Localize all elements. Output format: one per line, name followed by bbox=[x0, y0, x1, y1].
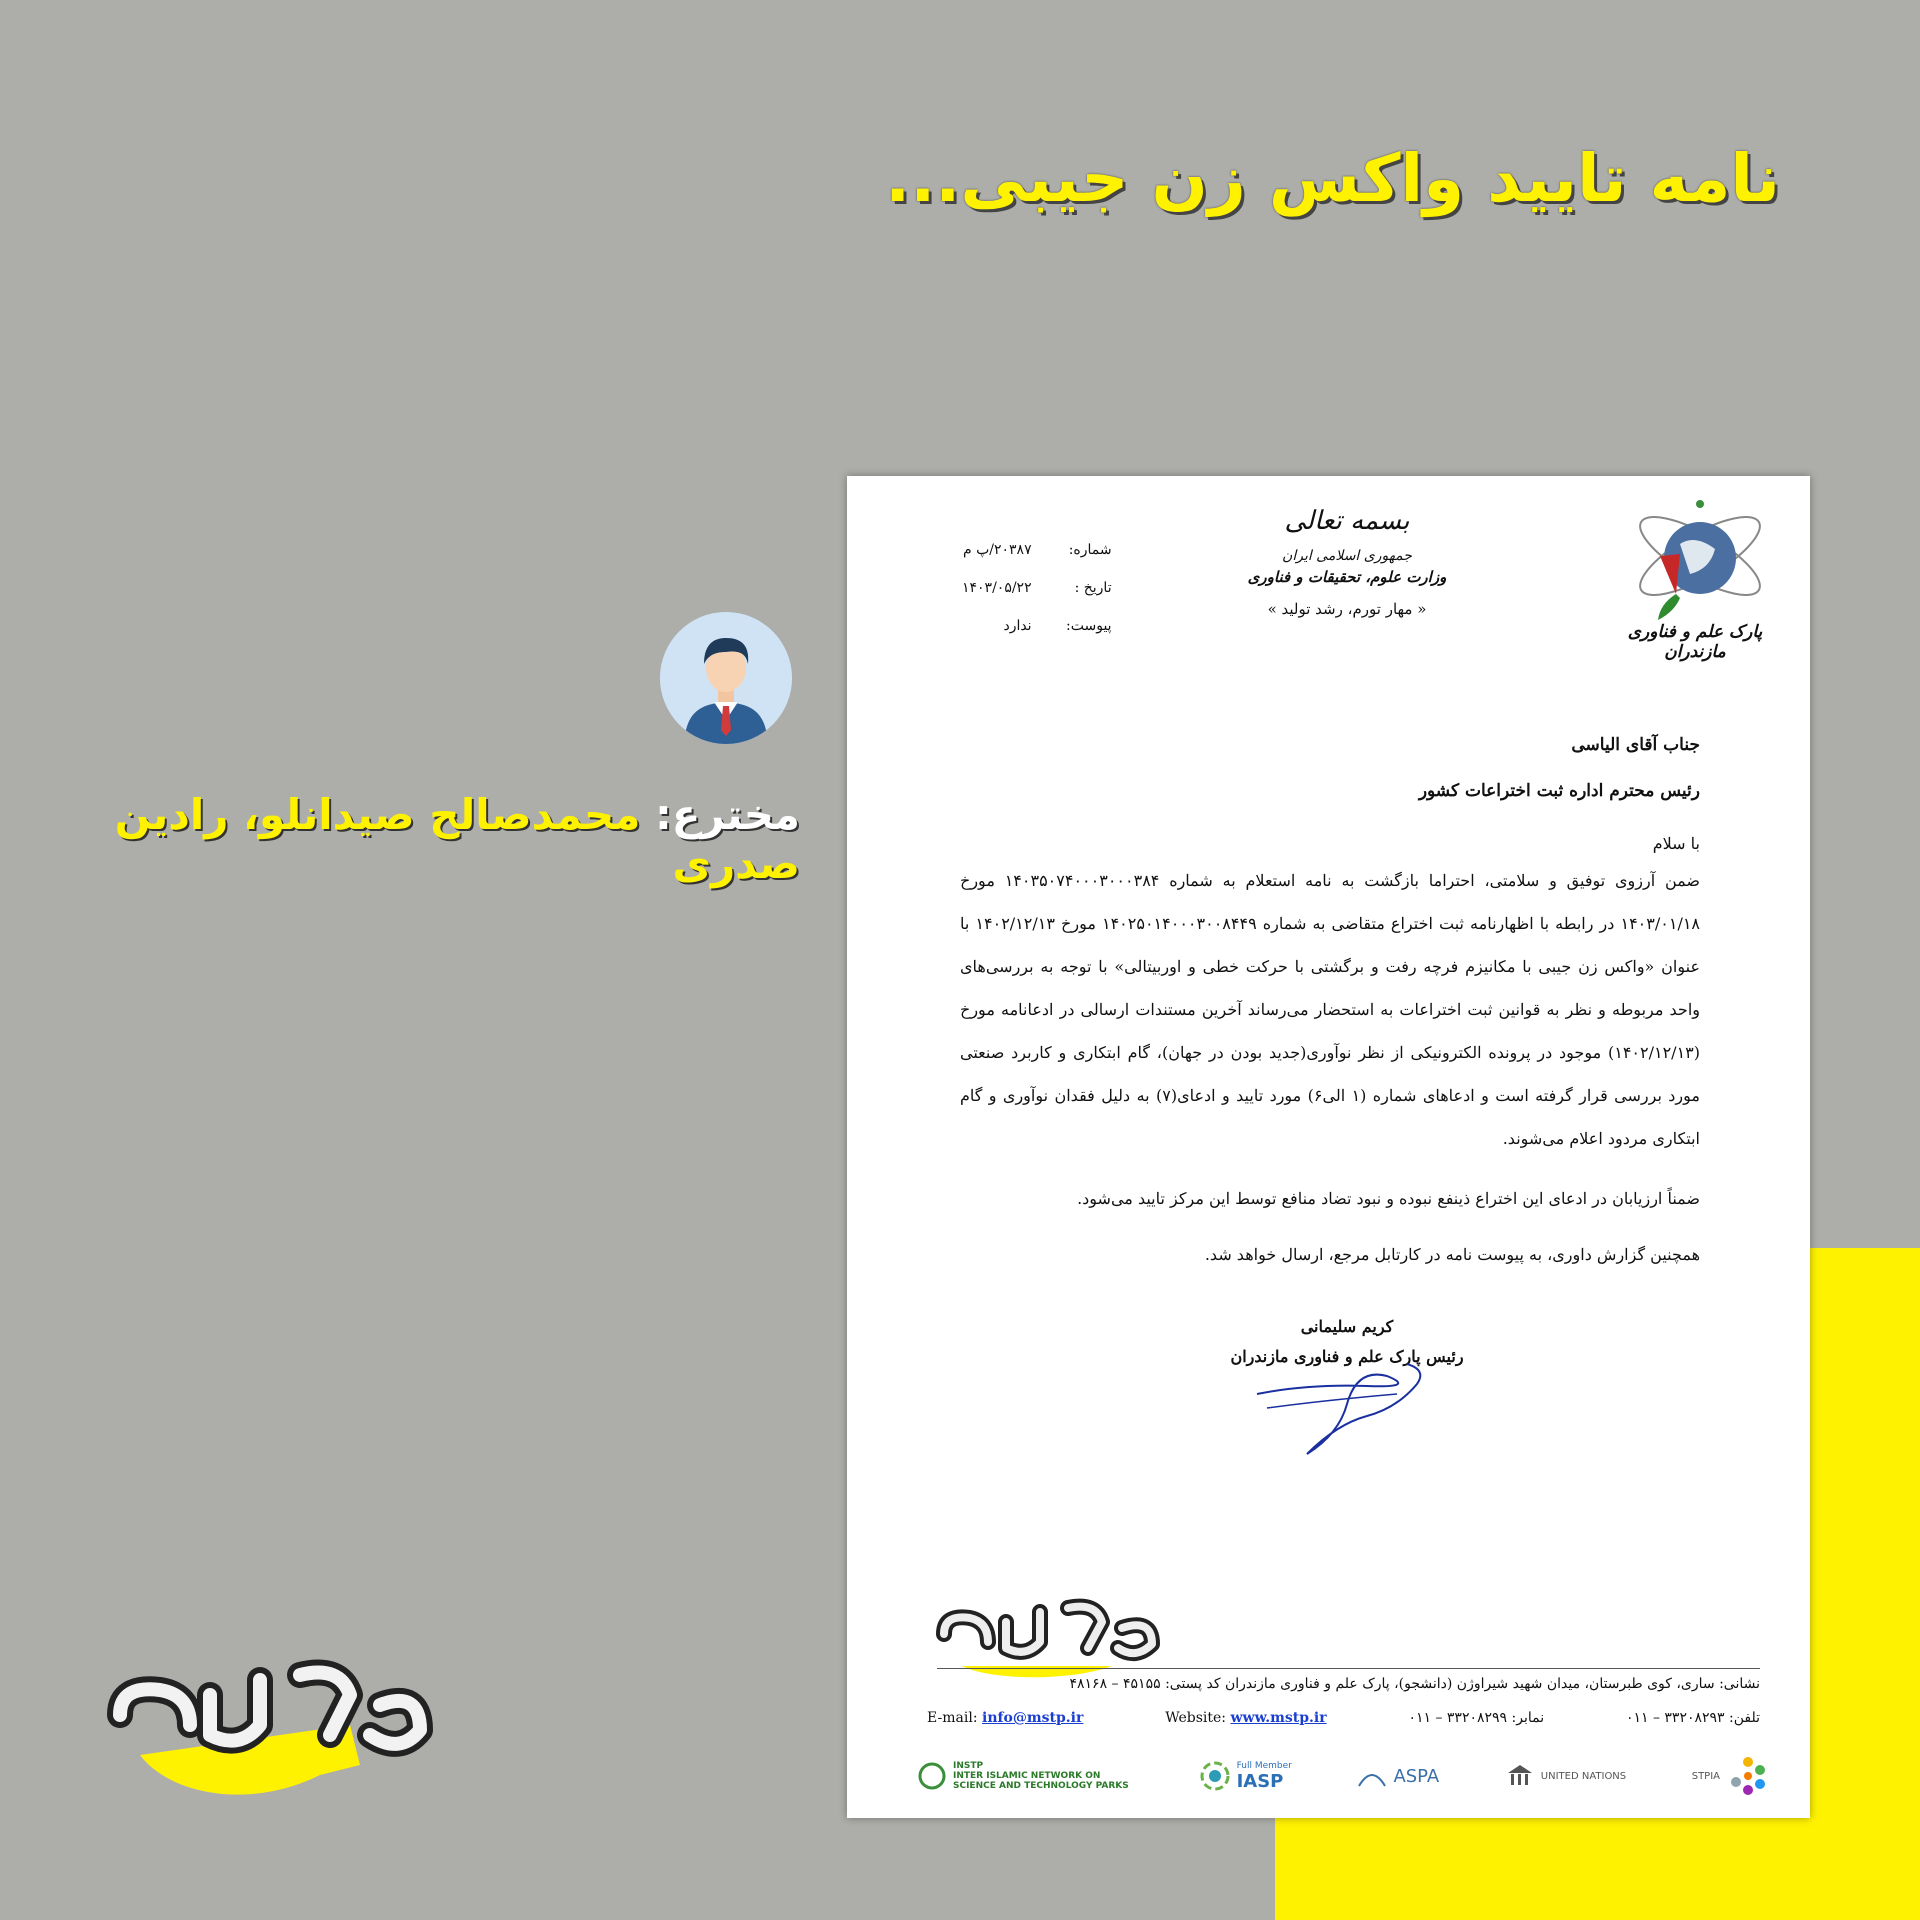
iasp-name: IASP bbox=[1236, 1770, 1284, 1792]
handwritten-signature bbox=[1247, 1324, 1467, 1464]
stpia-dots-icon bbox=[1726, 1754, 1770, 1798]
globe-atom-icon bbox=[1620, 494, 1770, 624]
slogan: « مهار تورم، رشد تولید » bbox=[1267, 600, 1427, 618]
stpia-logo bbox=[1692, 1754, 1770, 1798]
instp-full: INTER ISLAMIC NETWORK ON SCIENCE AND TECHNOLOGY PARKS bbox=[953, 1771, 1129, 1791]
park-name: پارک علم و فناوری مازندران bbox=[1627, 622, 1763, 662]
inventor-line bbox=[40, 790, 800, 888]
park-logo bbox=[1610, 494, 1780, 662]
fax: نمابر: ۳۳۲۰۸۲۹۹ – ۰۱۱ bbox=[1408, 1710, 1545, 1726]
page-headline: نامه تایید واکس زن جیبی... bbox=[885, 140, 1780, 217]
date-value: ۱۴۰۳/۰۵/۲۲ bbox=[962, 580, 1032, 596]
person-icon bbox=[660, 612, 792, 744]
aspa-logo bbox=[1357, 1764, 1439, 1788]
conflict-statement: ضمناً ارزیابان در ادعای این اختراع ذینفع نبوده و نبود تضاد منافع توسط این مرکز تایید می‌شود. bbox=[1077, 1189, 1700, 1208]
attachment-label: پیوست: bbox=[1066, 618, 1112, 634]
email-label: E-mail: bbox=[927, 1710, 978, 1726]
bismillah: بسمه تعالی bbox=[1284, 506, 1410, 536]
inventor-label: مخترع: bbox=[654, 790, 800, 839]
addressee-name: جناب آقای الیاسی bbox=[1571, 735, 1700, 755]
main-paragraph: ضمن آرزوی توفیق و سلامتی، احتراما بازگشت به نامه استعلام به شماره ۱۴۰۳۵۰۷۴۰۰۰۳۰۰۰۳۸۴ مورخ ۱۴۰۳/۰۱/۱۸ در رابطه با اظهارنامه ثبت اختراع متقاضی به شماره ۱۴۰۲۵۰۱۴۰۰۰۳۰۰۸۴۴۹ مورخ ۱۴۰۲/۱۲/۱۳ با عنوان «واکس زن جیبی با مکانیزم فرچه رفت و برگشتی با حرکت خطی و اوربیتالی» با توجه به بررسی‌های واحد مربوطه و نظر به قوانین ثبت اختراعات به استحضار می‌رساند آخرین مستندات ارسالی در ادعانامه مورخ (۱۴۰۲/۱۲/۱۳) موجود در پرونده الکترونیکی از نظر نوآوری(جدید بودن در جهان)، گام ابتکاری و کاربرد صنعتی مورد بررسی قرار گرفته است و ادعاهای شماره (۱ الی۶) مورد تایید و ادعای(۷) به دلیل فقدان نوآوری و گام ابتکاری مردود اعلام می‌شوند. bbox=[960, 871, 1701, 1148]
website-label: Website: bbox=[1165, 1710, 1227, 1726]
number-value: ۲۰۳۸۷/پ م bbox=[962, 542, 1032, 558]
website-link[interactable]: www.mstp.ir bbox=[1230, 1710, 1327, 1726]
inventor-avatar bbox=[660, 612, 792, 744]
brand-logo-graphic bbox=[100, 1635, 440, 1805]
unesco-temple-icon bbox=[1505, 1763, 1535, 1789]
iasp-logo bbox=[1199, 1760, 1292, 1792]
instp-icon bbox=[917, 1761, 947, 1791]
iasp-icon bbox=[1199, 1760, 1231, 1792]
addressee-title: رئیس محترم اداره ثبت اختراعات کشور bbox=[1418, 781, 1700, 801]
ministry-name: وزارت علوم، تحقیقات و فناوری bbox=[1247, 568, 1447, 586]
instp-short: INSTP bbox=[953, 1761, 984, 1771]
signatory-name: کریم سلیمانی bbox=[1300, 1317, 1394, 1336]
letter-heading bbox=[1237, 506, 1457, 618]
email-link[interactable]: info@mstp.ir bbox=[982, 1710, 1084, 1726]
unesco-name: UNITED NATIONS bbox=[1540, 1770, 1627, 1782]
approval-letter bbox=[847, 476, 1810, 1818]
attachment-value: ندارد bbox=[1003, 618, 1032, 634]
signatory-title: رئیس پارک علم و فناوری مازندران bbox=[1230, 1347, 1464, 1366]
inventor-names: محمدصالح صیدانلو، رادین صدری bbox=[114, 790, 800, 888]
partner-logos bbox=[917, 1748, 1770, 1804]
stpia-name: STPIA bbox=[1691, 1770, 1720, 1782]
aspa-name: ASPA bbox=[1393, 1765, 1440, 1787]
letter-brand-logo-graphic bbox=[932, 1586, 1172, 1681]
date-label: تاریخ : bbox=[1074, 580, 1112, 596]
iasp-member: Full Member bbox=[1236, 1760, 1292, 1771]
number-label: شماره: bbox=[1068, 542, 1112, 558]
unesco-logo bbox=[1505, 1763, 1626, 1789]
aspa-icon bbox=[1357, 1764, 1387, 1788]
greeting: با سلام bbox=[1652, 834, 1700, 853]
footer-address: نشانی: ساری، کوی طبرستان، میدان شهید شیراوژن (دانشجو)، پارک علم و فناوری مازندران کد پستی: ۴۵۱۵۵ – ۴۸۱۶۸ bbox=[1069, 1676, 1760, 1692]
footer-contact bbox=[927, 1710, 1760, 1726]
footer-divider bbox=[937, 1668, 1760, 1669]
letter-body bbox=[960, 722, 1700, 1272]
phone: تلفن: ۳۳۲۰۸۲۹۳ – ۰۱۱ bbox=[1625, 1710, 1760, 1726]
republic-name: جمهوری اسلامی ایران bbox=[1282, 548, 1412, 564]
brand-logo bbox=[100, 1635, 440, 1809]
report-statement: همچنین گزارش داوری، به پیوست نامه در کارتابل مرجع، ارسال خواهد شد. bbox=[1204, 1245, 1700, 1264]
letter-brand-logo bbox=[932, 1586, 1172, 1685]
letter-meta bbox=[962, 531, 1112, 645]
instp-logo bbox=[917, 1761, 1133, 1791]
